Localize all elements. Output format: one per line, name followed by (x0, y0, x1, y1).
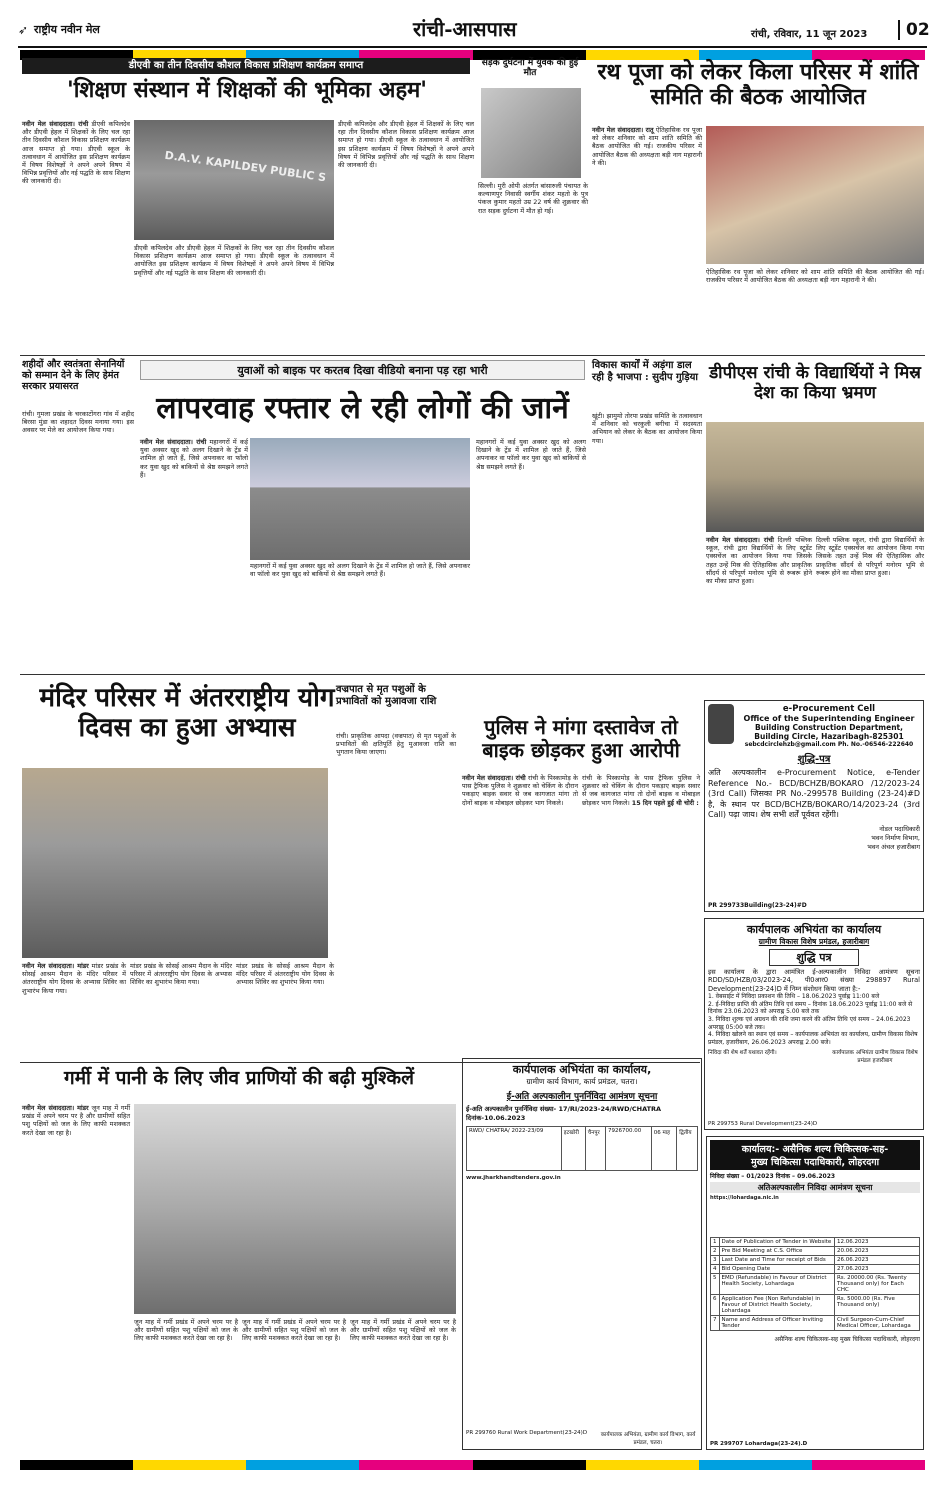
masthead (18, 14, 930, 48)
yoga-photo (22, 768, 328, 958)
bike-article-mid: महानगरों में कई युवा अक्सर खुद को अलग दिखाने के ट्रेंड में शामिल हो जाते हैं, जिसे अपनाकर वा फॉलो कर युवा खुद को बाकियों से श्रेष्ठ समझने लगते हैं। (250, 562, 470, 579)
eproc-pr: PR 299733Building(23-24)#D (708, 902, 807, 909)
chatra-amount: 7926700.00 (606, 1127, 652, 1171)
dps-egypt-photo (706, 422, 924, 532)
rath-meeting-photo (706, 126, 924, 264)
dav-photo-sign: D.A.V. KAPILDEV PUBLIC S (163, 148, 327, 185)
chatra-tender-table (466, 1126, 698, 1171)
chatra-district: चैनपुर (585, 1127, 605, 1171)
thunder-body: रांची। प्राकृतिक आपदा (वज्रपात) से मृत पशुओं के प्रभावितों की क्षतिपूर्ति हेतु मुआवजा राशि का भुगतान किया जाएगा। (336, 732, 456, 757)
yoga-article-1 (22, 962, 126, 1058)
eproc-title-4: Building Circle, Hazaribagh-825301 (754, 732, 904, 741)
water-body: जून माह में गर्मी प्रखंड में अपने चरम पर है और ग्रामीणों सहित पशु पक्षियों को जल के लिए काफी मशक्कत करते देखा जा रहा है। (22, 1104, 130, 1137)
yoga-article-3: मांडर प्रखंड के सोसई आश्रम मैदान के मंदिर परिसर में अंतरराष्ट्रीय योग दिवस के अभ्यास शिविर का शुभारंभ किया गया। (236, 962, 334, 987)
accident-body: सिल्ली। मुरी ओपी अंतर्गत बांसारुली पंचायत के कल्याणपुर निवासी स्वर्गीय शंकर महतो के पुत्र पंकज कुमार महतो उम्र 22 वर्ष की शुक्रवार की रात सड़क दुर्घटना में मौत हो गई। (478, 182, 588, 215)
eproc-corrigendum-label: शुद्धि-पत्र (797, 754, 831, 765)
paper-name: राष्ट्रीय नवीन मेल (34, 23, 100, 36)
lohardaga-title-1: कार्यालय:- असैनिक शल्य चिकित्सक-सह- (741, 1144, 889, 1155)
dps-body: दिल्ली पब्लिक स्कूल, रांची द्वारा विद्यार्थियों के लिए स्टूडेंट एक्सचेंज का आयोजन किया गया जिसके तहत उन्हें मिस्र की ऐतिहासिक और प्राकृतिक सौंदर्य से परिपूर्ण मनोरम भूमि से रूबरू होने का मौका प्राप्त हुआ। (706, 536, 812, 586)
martyrs-body: रांची। गुमला प्रखंड के चरकाटोंगरा गांव में शहीद बिरसा मुंडा का शहादत दिवस मनाया गया। इस अवसर पर मेले का आयोजन किया गया। (22, 410, 134, 435)
dav-article-left (22, 120, 130, 352)
section-title: रांची-आसपास (413, 17, 517, 41)
rath-byline: नवीन मेल संवाददाता। रातू (592, 126, 654, 134)
chatra-tender-ad (462, 1058, 702, 1450)
color-registration-bar-bottom (20, 1460, 925, 1470)
chatra-ref: RWD/ CHATRA/ 2022-23/09 (467, 1127, 562, 1171)
bike-headline: लापरवाह रफ्तार ले रही लोगों की जानें (156, 391, 569, 426)
police-headline: पुलिस ने मांगा दस्तावेज तो बाइक छोड़कर हुआ आरोपी (482, 715, 680, 762)
crows-photo (134, 1104, 456, 1314)
lohardaga-sign: असैनिक शल्य चिकित्सक-सह मुख्य चिकित्सा पदाधिकारी, लोहरदगा (774, 1336, 920, 1343)
police-article-left (462, 774, 578, 1050)
martyrs-headline: शहीदों और स्वतंत्रता सेनानियों को सम्मान देने के लिए हेमंत सरकार प्रयासरत (22, 359, 125, 392)
eproc-sign-2: भवन निर्माण विभाग, (871, 833, 920, 842)
chatra-title-3: ई-अति अल्पकालीन पुनर्निविदा आमंत्रण सूचना (506, 1092, 658, 1102)
police-byline: नवीन मेल संवाददाता। रांची (462, 774, 526, 782)
dps-headline: डीपीएस रांची के विद्यार्थियों ने मिस्र देश का किया भ्रमण (709, 363, 921, 403)
lohardaga-title-3: अतिअल्पकालीन निविदा आमंत्रण सूचना (710, 1182, 920, 1193)
rural-pr: PR 299753 Rural Development(23-24)D (708, 1121, 818, 1127)
accident-headline: सड़क दुर्घटना में युवक की हुई मौत (481, 58, 579, 79)
bike-body: महानगरों में कई युवा अक्सर खुद को अलग दिखाने के ट्रेंड में शामिल हो जाते हैं, जिसे अपनाकर वा फॉलो कर युवा खुद को बाकियों से श्रेष्ठ समझने लगते हैं। (140, 438, 248, 479)
rural-footer-note: निविदा की शेष शर्तें यथावत रहेंगी। (708, 1050, 777, 1057)
water-byline: नवीन मेल संवाददाता। मांडर (22, 1104, 89, 1112)
bird-logo-icon: ➶ (18, 23, 29, 37)
dav-article-mid: डीएवी कपिलदेव और डीएवी हेहल में शिक्षकों के लिए चल रहा तीन दिवसीय कौशल विकास प्रशिक्षण कार्यक्रम आज समाप्त हो गया। डीएवी स्कूल के तत्वावधान में आयोजित इस प्रशिक्षण कार्यक्रम में विषय विशेषज्ञों ने अपने अपने विषय में विभिन्न प्रवृत्तियों और नई पद्धति के साथ शिक्षण की जानकारी दी। (134, 244, 334, 277)
rural-item-3: 3. निविदा शुल्क एवं अग्रधन की राशि जमा करने की अंतिम तिथि एवं समय – 24.06.2023 अपराह्न 05:00 बजे तक। (708, 1016, 911, 1031)
page-number: 02 (898, 20, 930, 40)
bike-article-left (140, 438, 248, 670)
rath-headline: रथ पूजा को लेकर किला परिसर में शांति समिति की बैठक आयोजित (597, 59, 919, 111)
dav-headline: 'शिक्षण संस्थान में शिक्षकों की भूमिका अहम' (66, 77, 428, 103)
rural-item-4: 4. निविदा खोलने का स्थान एवं समय – कार्यपालक अभियंता का कार्यालय, ग्रामीण विकास विशेष प्रमंडल, हजारीबाग, 26.06.2023 अपराह्न 2.00 बजे। (708, 1031, 918, 1046)
dav-school-photo (134, 120, 334, 240)
lohardaga-table: 1 Date of Publication of Tender in Website 12.06.2023 2 Pre Bid Meeting at C.S. Office 20.06.2023 3 Last Date and Time for receipt of Bids 26.06.2023 4 Bid Opening Date 27.06.2023 5 EMD (Refundable) in Favour of District Health Society, Lohardaga Rs. 20000.00 (Rs. Twenty Thousand only) for Each CHC 6 Application Fee (Non Refundable) in Favour of District Health Society, Lohardaga Rs. 5000.00 (Rs. Five Thousand only) 7 Name and Address of Officer Inviting Tender Civil Surgeon-Cum-Chief Medical Officer, Lohardaga (710, 1237, 920, 1331)
lohardaga-title-2: मुख्य चिकित्सा पदाधिकारी, लोहरदगा (750, 1157, 880, 1168)
chatra-period: 06 माह (651, 1127, 677, 1171)
water-article-mid2: जून माह में गर्मी प्रखंड में अपने चरम पर है और ग्रामीणों सहित पशु पक्षियों को जल के लिए काफी मशक्कत करते देखा जा रहा है। (242, 1318, 346, 1343)
eproc-sign-1: नोडल पदाधिकारी (879, 824, 920, 833)
yoga-body: मांडर प्रखंड के सोसई आश्रम मैदान के मंदिर परिसर में अंतरराष्ट्रीय योग दिवस के अभ्यास शिविर का शुभारंभ किया गया। (22, 962, 126, 995)
police-article-right: रांची के पिस्कामोड़ के पास ट्रैफिक पुलिस ने शुक्रवार को चेकिंग के दौरान पकड़ाए बाइक सवार से जब कागजात मांगा तो दोनों बाइक व मोबाइल छोड़कर भाग निकले। 15 दिन पहले हुई थी चोरी : (582, 774, 700, 807)
rural-corrigendum-label: शुद्धि पत्र (769, 949, 859, 966)
police-subhead: 15 दिन पहले हुई थी चोरी : (631, 798, 699, 807)
rath-body: ऐतिहासिक रथ पूजा को लेकर शनिवार को शाम शांति समिति की बैठक आयोजित की गई। राजकीय परिसर में आयोजित बैठक की अध्यक्षता बड़ी नाग महारानी ने की। (592, 126, 702, 167)
lohardaga-website: https://lohardaga.nic.in (710, 1195, 779, 1201)
water-article-right: जून माह में गर्मी प्रखंड में अपने चरम पर है और ग्रामीणों सहित पशु पक्षियों को जल के लिए काफी मशक्कत करते देखा जा रहा है। (350, 1318, 456, 1343)
water-article-left (22, 1104, 130, 1450)
chatra-pr: PR 299760 Rural Work Department(23-24)D (466, 1430, 588, 1436)
vikas-body: खूंटी। झामुमो तोरपा प्रखंड समिति के तत्वावधान में शनिवार को चरकुली बगीचा में सदस्यता अभियान को लेकर के बैठक का आयोजन किया गया। (592, 412, 702, 445)
lohardaga-notice: निविदा संख्या – 01/2023 दिनांक – 09.06.2023 (710, 1173, 836, 1180)
vikas-headline: विकास कार्यों में अड़ंगा डाल रही है भाजपा : सुदीप गुड़िया (592, 360, 699, 383)
rural-body: इस कार्यालय के द्वारा आमंत्रित ई-अल्पकालीन निविदा आमंत्रण सूचना RDD/SD/HZB/03/2023-24, पी0आर0 संख्या 298897 Rural Development(23-24)D में निम्न संशोधन किया जाता है:- (708, 968, 920, 993)
dateline: रांची, रविवार, 11 जून 2023 (751, 29, 868, 40)
eproc-title-3: Building Construction Department, (755, 723, 903, 732)
bike-article-right: महानगरों में कई युवा अक्सर खुद को अलग दिखाने के ट्रेंड में शामिल हो जाते हैं, जिसे अपनाकर वा फॉलो कर युवा खुद को बाकियों से श्रेष्ठ समझने लगते हैं। (476, 438, 586, 471)
govt-emblem-icon (708, 704, 734, 744)
dav-kicker: डीएवी का तीन दिवसीय कौशल विकास प्रशिक्षण कार्यक्रम समाप्त (22, 58, 470, 74)
lohardaga-tender-ad (706, 1136, 924, 1450)
rural-title-1: कार्यपालक अभियंता का कार्यालय (746, 923, 882, 936)
eproc-title-2: Office of the Superintending Engineer (743, 714, 915, 723)
accident-photo (481, 88, 581, 178)
dav-body: डीएवी कपिलदेव और डीएवी हेहल में शिक्षकों के लिए चल रहा तीन दिवसीय कौशल विकास प्रशिक्षण कार्यक्रम आज समाप्त हो गया। डीएवी स्कूल के तत्वावधान में आयोजित इस प्रशिक्षण कार्यक्रम में विषय विशेषज्ञों ने अपने अपने विषय में विभिन्न प्रवृत्तियों और नई पद्धति के साथ शिक्षण की जानकारी दी। (22, 120, 130, 186)
rural-item-1: 1. वेबसाईट में निविदा प्रकाशन की तिथि – 18.06.2023 पूर्वाह्न 11:00 बजे (708, 993, 880, 1001)
rural-title-2: ग्रामीण विकास विशेष प्रमंडल, हजारीबाग (758, 937, 870, 946)
eproc-body: अति अल्पकालीन e-Procurement Notice, e-Tender Reference No.- BCD/BCHZB/BOKARO /12/2023-24 (3rd Call) जिसका PR No.-299578 Building (23-24)#D है, के स्थान पर BCD/BCHZB/BOKARO/14/2023-24 (3rd Call) पढ़ा जाय। शेष सभी शर्तें पूर्ववत रहेंगी। (708, 768, 920, 819)
chatra-class: द्वितीय (677, 1127, 698, 1171)
chatra-website: www.jharkhandtenders.gov.in (466, 1175, 561, 1181)
water-headline: गर्मी में पानी के लिए जीव प्राणियों की बढ़ी मुश्किलें (64, 1067, 414, 1089)
eproc-sign-3: भवन अंचल हजारीबाग (867, 842, 920, 851)
eproc-title-1: e-Procurement Cell (782, 704, 876, 714)
dav-byline: नवीन मेल संवाददाता। रांची (22, 120, 89, 128)
rath-article-right: ऐतिहासिक रथ पूजा को लेकर शनिवार को शाम शांति समिति की बैठक आयोजित की गई। राजकीय परिसर में आयोजित बैठक की अध्यक्षता बड़ी नाग महारानी ने की। (706, 268, 924, 285)
eprocurement-ad (704, 700, 924, 912)
dav-article-right: डीएवी कपिलदेव और डीएवी हेहल में शिक्षकों के लिए चल रहा तीन दिवसीय कौशल विकास प्रशिक्षण कार्यक्रम आज समाप्त हो गया। डीएवी स्कूल के तत्वावधान में आयोजित इस प्रशिक्षण कार्यक्रम में विषय विशेषज्ञों ने अपने अपने विषय में विभिन्न प्रवृत्तियों और नई पद्धति के साथ शिक्षण की जानकारी दी। (338, 120, 474, 170)
thunder-headline: वज्रपात से मृत पशुओं के प्रभावितों को मुआवजा राशि (336, 684, 437, 707)
police-body: रांची के पिस्कामोड़ के पास ट्रैफिक पुलिस ने शुक्रवार को चेकिंग के दौरान पकड़ाए बाइक सवार से जब कागजात मांगा तो दोनों बाइक व मोबाइल छोड़कर भाग निकले। (462, 774, 578, 807)
chatra-area: इटखोरी (561, 1127, 585, 1171)
yoga-article-2: मांडर प्रखंड के सोसई आश्रम मैदान के मंदिर परिसर में अंतरराष्ट्रीय योग दिवस के अभ्यास शिविर का शुभारंभ किया गया। (130, 962, 232, 987)
bike-stunt-photo (250, 438, 470, 560)
bike-byline: नवीन मेल संवाददाता। रांची (140, 438, 207, 446)
rural-item-2: 2. ई-निविदा प्राप्ति की अंतिम तिथि एवं समय – दिनांक 18.06.2023 पूर्वाह्न 11:00 बजे से दिनांक 23.06.2023 को अपराह्न 5.00 बजे तक (708, 1000, 913, 1016)
chatra-title-2: ग्रामीण कार्य विभाग, कार्य प्रमंडल, चतरा। (526, 1077, 638, 1086)
lohardaga-pr: PR 299707 Lohardaga(23-24).D (710, 1441, 808, 1447)
dps-byline: नवीन मेल संवाददाता। रांची (706, 536, 774, 544)
rural-hazaribagh-ad (704, 918, 924, 1130)
chatra-title-1: कार्यपालक अभियंता का कार्यालय, (512, 1063, 652, 1076)
water-article-mid: जून माह में गर्मी प्रखंड में अपने चरम पर है और ग्रामीणों सहित पशु पक्षियों को जल के लिए काफी मशक्कत करते देखा जा रहा है। (134, 1318, 238, 1343)
yoga-headline: मंदिर परिसर में अंतरराष्ट्रीय योग दिवस का हुआ अभ्यास (39, 683, 335, 743)
chatra-sign: कार्यपालक अभियंता, ग्रामीण कार्य विभाग, कार्य प्रमंडल, चतरा। (600, 1432, 696, 1446)
eproc-contact: sebcdcirclehzb@gmail.com Ph. No.-06546-222640 (744, 741, 914, 748)
dps-article-right: दिल्ली पब्लिक स्कूल, रांची द्वारा विद्यार्थियों के लिए स्टूडेंट एक्सचेंज का आयोजन किया गया जिसके तहत उन्हें मिस्र की ऐतिहासिक और प्राकृतिक सौंदर्य से परिपूर्ण मनोरम भूमि से रूबरू होने का मौका प्राप्त हुआ। (816, 536, 924, 577)
chatra-notice-no: ई-अति अल्पकालीन पुनर्निविदा संख्या- 17/RI/2023-24/RWD/CHATRA दिनांक-10.06.2023 (466, 1105, 662, 1122)
dps-article-left (706, 536, 812, 670)
rath-article (592, 126, 702, 352)
bike-strap: युवाओं को बाइक पर करतब दिखा वीडियो बनाना पड़ रहा भारी (140, 360, 585, 380)
rural-sign: कार्यपालक अभियंता ग्रामीण विकास विशेष प्रमंडल हजारीबाग (832, 1050, 918, 1065)
yoga-byline: नवीन मेल संवाददाता। मांडर (22, 962, 89, 970)
